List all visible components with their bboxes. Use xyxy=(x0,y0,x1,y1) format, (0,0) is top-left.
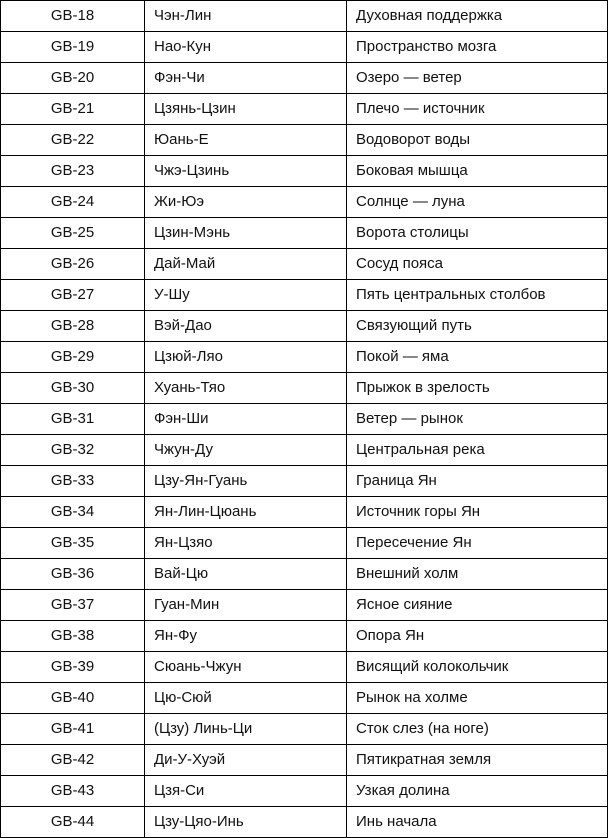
point-name-cell: Хуань-Тяо xyxy=(145,373,347,404)
point-code-cell: GB-31 xyxy=(1,404,145,435)
table-row xyxy=(1,249,608,280)
table-row xyxy=(1,497,608,528)
table-row xyxy=(1,559,608,590)
point-code-cell: GB-43 xyxy=(1,776,145,807)
point-name-cell: Цзянь-Цзин xyxy=(145,94,347,125)
point-code-cell: GB-27 xyxy=(1,280,145,311)
point-name-cell: Нао-Кун xyxy=(145,32,347,63)
point-meaning-cell: Озеро — ветер xyxy=(347,63,608,94)
point-name-cell: Цю-Сюй xyxy=(145,683,347,714)
table-row xyxy=(1,63,608,94)
point-code-cell: GB-39 xyxy=(1,652,145,683)
point-name-cell: Цзу-Цяо-Инь xyxy=(145,807,347,838)
point-name-cell: Ян-Цзяо xyxy=(145,528,347,559)
table-row xyxy=(1,714,608,745)
point-meaning-cell: Инь начала xyxy=(347,807,608,838)
point-meaning-cell: Опора Ян xyxy=(347,621,608,652)
point-meaning-cell: Сосуд пояса xyxy=(347,249,608,280)
table-row xyxy=(1,528,608,559)
table-row xyxy=(1,435,608,466)
point-meaning-cell: Плечо — источник xyxy=(347,94,608,125)
point-meaning-cell: Ворота столицы xyxy=(347,218,608,249)
point-meaning-cell: Прыжок в зрелость xyxy=(347,373,608,404)
table-row xyxy=(1,373,608,404)
table-row xyxy=(1,652,608,683)
point-code-cell: GB-44 xyxy=(1,807,145,838)
table-row xyxy=(1,590,608,621)
point-name-cell: Жи-Юэ xyxy=(145,187,347,218)
point-meaning-cell: Ясное сияние xyxy=(347,590,608,621)
point-meaning-cell: Узкая долина xyxy=(347,776,608,807)
table-row xyxy=(1,218,608,249)
point-meaning-cell: Покой — яма xyxy=(347,342,608,373)
table-row xyxy=(1,156,608,187)
point-meaning-cell: Граница Ян xyxy=(347,466,608,497)
point-code-cell: GB-19 xyxy=(1,32,145,63)
table-row xyxy=(1,125,608,156)
point-code-cell: GB-33 xyxy=(1,466,145,497)
point-meaning-cell: Связующий путь xyxy=(347,311,608,342)
table-row xyxy=(1,94,608,125)
table-row xyxy=(1,776,608,807)
point-meaning-cell: Внешний холм xyxy=(347,559,608,590)
point-name-cell: Цзу-Ян-Гуань xyxy=(145,466,347,497)
point-meaning-cell: Пересечение Ян xyxy=(347,528,608,559)
point-code-cell: GB-36 xyxy=(1,559,145,590)
table-row xyxy=(1,621,608,652)
table-row xyxy=(1,683,608,714)
point-name-cell: Чэн-Лин xyxy=(145,1,347,32)
point-name-cell: Ян-Лин-Цюань xyxy=(145,497,347,528)
point-code-cell: GB-38 xyxy=(1,621,145,652)
point-code-cell: GB-34 xyxy=(1,497,145,528)
point-code-cell: GB-35 xyxy=(1,528,145,559)
table-row xyxy=(1,1,608,32)
point-name-cell: Гуан-Мин xyxy=(145,590,347,621)
point-name-cell: Цзюй-Ляо xyxy=(145,342,347,373)
table-row xyxy=(1,466,608,497)
point-meaning-cell: Рынок на холме xyxy=(347,683,608,714)
point-meaning-cell: Солнце — луна xyxy=(347,187,608,218)
point-code-cell: GB-28 xyxy=(1,311,145,342)
point-code-cell: GB-29 xyxy=(1,342,145,373)
point-meaning-cell: Духовная поддержка xyxy=(347,1,608,32)
point-meaning-cell: Ветер — рынок xyxy=(347,404,608,435)
point-code-cell: GB-18 xyxy=(1,1,145,32)
point-code-cell: GB-41 xyxy=(1,714,145,745)
point-name-cell: Дай-Май xyxy=(145,249,347,280)
point-meaning-cell: Сток слез (на ноге) xyxy=(347,714,608,745)
point-meaning-cell: Боковая мышца xyxy=(347,156,608,187)
table-row xyxy=(1,280,608,311)
point-name-cell: Цзин-Мэнь xyxy=(145,218,347,249)
point-code-cell: GB-25 xyxy=(1,218,145,249)
table-row xyxy=(1,311,608,342)
table-row xyxy=(1,32,608,63)
point-meaning-cell: Пять центральных столбов xyxy=(347,280,608,311)
table-row xyxy=(1,404,608,435)
point-name-cell: Юань-Е xyxy=(145,125,347,156)
point-name-cell: Фэн-Чи xyxy=(145,63,347,94)
point-name-cell: Вай-Цю xyxy=(145,559,347,590)
point-meaning-cell: Пятикратная земля xyxy=(347,745,608,776)
point-name-cell: Чжэ-Цзинь xyxy=(145,156,347,187)
point-meaning-cell: Водоворот воды xyxy=(347,125,608,156)
point-code-cell: GB-26 xyxy=(1,249,145,280)
point-code-cell: GB-37 xyxy=(1,590,145,621)
point-code-cell: GB-24 xyxy=(1,187,145,218)
point-meaning-cell: Центральная река xyxy=(347,435,608,466)
point-code-cell: GB-42 xyxy=(1,745,145,776)
point-name-cell: (Цзу) Линь-Ци xyxy=(145,714,347,745)
point-name-cell: Ди-У-Хуэй xyxy=(145,745,347,776)
point-code-cell: GB-21 xyxy=(1,94,145,125)
point-code-cell: GB-30 xyxy=(1,373,145,404)
point-code-cell: GB-23 xyxy=(1,156,145,187)
point-name-cell: Фэн-Ши xyxy=(145,404,347,435)
point-code-cell: GB-22 xyxy=(1,125,145,156)
point-code-cell: GB-32 xyxy=(1,435,145,466)
point-name-cell: Сюань-Чжун xyxy=(145,652,347,683)
table-row xyxy=(1,187,608,218)
table-body xyxy=(1,1,608,838)
point-code-cell: GB-40 xyxy=(1,683,145,714)
point-name-cell: Цзя-Си xyxy=(145,776,347,807)
point-meaning-cell: Источник горы Ян xyxy=(347,497,608,528)
point-meaning-cell: Висящий колокольчик xyxy=(347,652,608,683)
point-name-cell: Вэй-Дао xyxy=(145,311,347,342)
point-code-cell: GB-20 xyxy=(1,63,145,94)
table-row xyxy=(1,745,608,776)
table-row xyxy=(1,342,608,373)
table-row xyxy=(1,807,608,838)
point-name-cell: Ян-Фу xyxy=(145,621,347,652)
point-name-cell: У-Шу xyxy=(145,280,347,311)
point-name-cell: Чжун-Ду xyxy=(145,435,347,466)
point-meaning-cell: Пространство мозга xyxy=(347,32,608,63)
